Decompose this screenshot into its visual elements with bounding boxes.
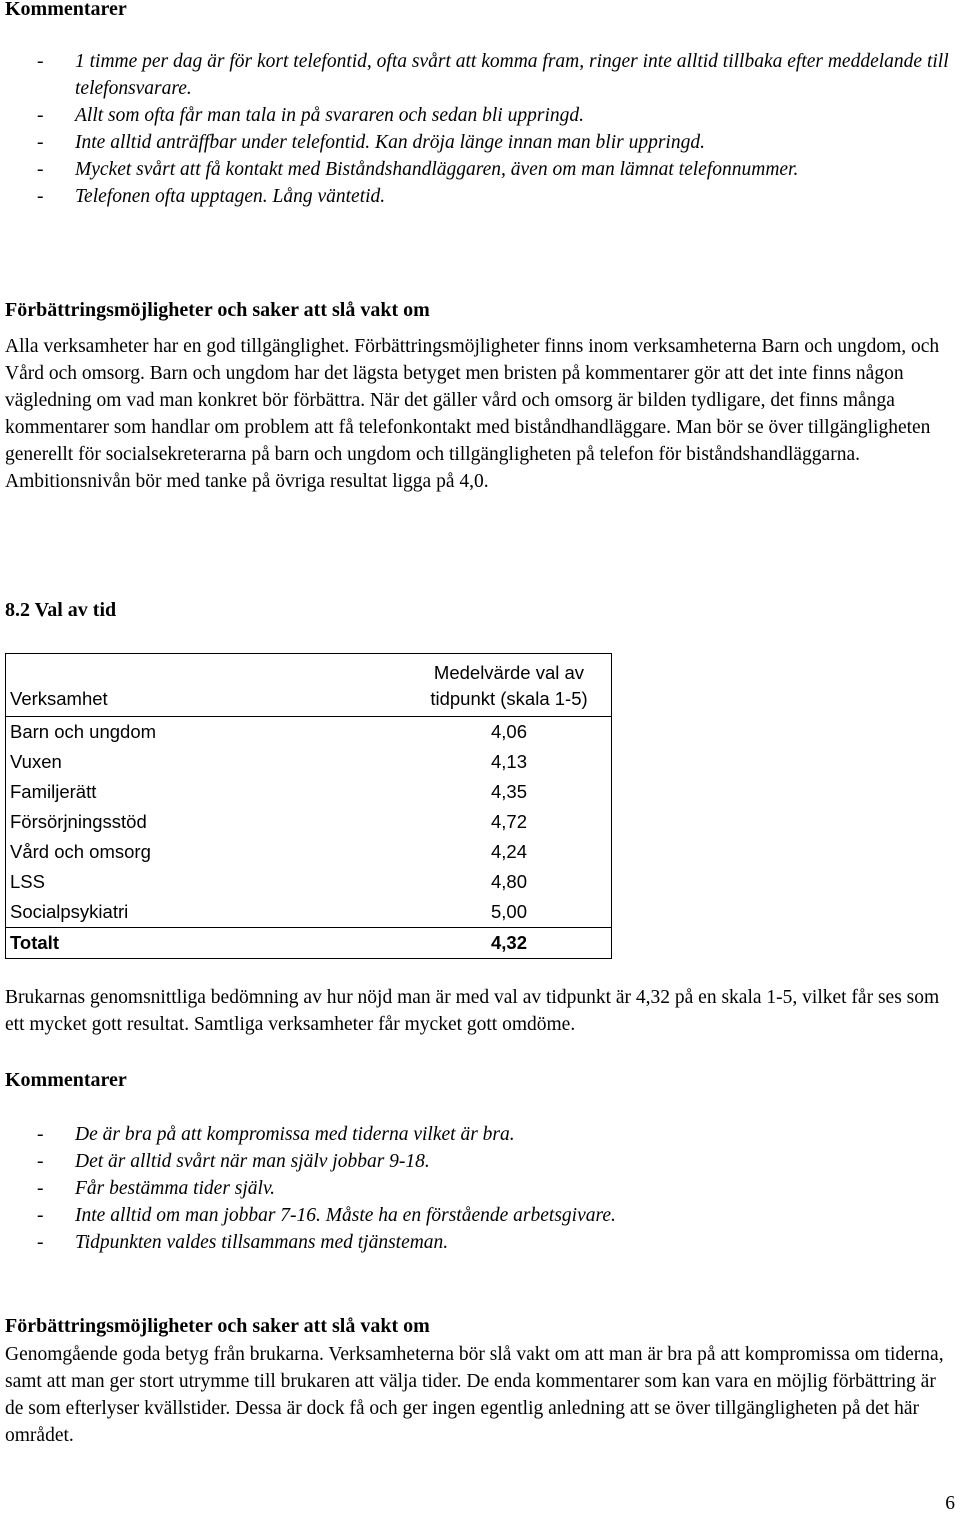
document-page — [5, 0, 955, 1520]
dash-marker: - — [37, 186, 44, 207]
table-row: Familjerätt 4,35 — [10, 781, 527, 802]
list-item: - Tidpunkten valdes tillsammans med tjänsteman. — [5, 1229, 950, 1256]
dash-marker: - — [37, 159, 44, 180]
table-row: Barn och ungdom 4,06 — [10, 721, 527, 742]
dash-marker: - — [37, 1232, 44, 1253]
column-header-activity: Verksamhet — [6, 654, 407, 717]
list-item: - Allt som ofta får man tala in på svararen och sedan bli uppringd. — [5, 102, 950, 129]
list-item: - Mycket svårt att få kontakt med Biståndshandläggaren, även om man lämnat telefonnummer. — [5, 156, 950, 183]
result-summary-paragraph: Brukarnas genomsnittliga bedömning av hur nöjd man är med val av tidpunkt är 4,32 på en skala 1-5, vilket får ses som ett mycket gott resultat. Samtliga verksamheter får mycket gott omdöme. — [5, 987, 940, 1035]
list-item: - Telefonen ofta upptagen. Lång väntetid. — [5, 183, 950, 210]
list-item: - Får bestämma tider själv. — [5, 1175, 950, 1202]
improvements-heading-2: Förbättringsmöjligheter och saker att slå vakt om — [5, 1315, 430, 1337]
table-row: Vuxen 4,13 — [10, 751, 527, 772]
dash-marker: - — [37, 1124, 44, 1145]
list-item: - Inte alltid anträffbar under telefontid. Kan dröja länge innan man blir uppringd. — [5, 129, 950, 156]
results-table — [5, 653, 612, 959]
comments-heading: Kommentarer — [5, 0, 127, 20]
list-item: - Inte alltid om man jobbar 7-16. Måste ha en förstående arbetsgivare. — [5, 1202, 950, 1229]
column-header-mean: Medelvärde val av tidpunkt (skala 1-5) — [407, 654, 611, 717]
table-total-row: Totalt 4,32 — [6, 928, 611, 959]
dash-marker: - — [37, 1178, 44, 1199]
comments-list-2 — [5, 1121, 950, 1256]
dash-marker: - — [37, 1205, 44, 1226]
list-item: - Det är alltid svårt när man själv jobbar 9-18. — [5, 1148, 950, 1175]
improvements-heading: Förbättringsmöjligheter och saker att slå vakt om — [5, 299, 430, 321]
dash-marker: - — [37, 132, 44, 153]
dash-marker: - — [37, 51, 44, 72]
table-row: Vård och omsorg 4,24 — [10, 841, 527, 862]
comments-heading-2: Kommentarer — [5, 1069, 127, 1091]
section-title: 8.2 Val av tid — [5, 599, 117, 621]
table-row: Försörjningsstöd 4,72 — [10, 811, 527, 832]
improvements-paragraph: Alla verksamheter har en god tillgänglighet. Förbättringsmöjligheter finns inom verksamheterna Barn och ungdom, och Vård och omsorg. Barn och ungdom har det lägsta betyget men bristen på kommentarer gör att det inte finns någon vägledning om vad man konkret bör förbättra. När det gäller vård och omsorg är bilden tydligare, det finns många kommentarer som handlar om problem att få telefonkontakt med biståndhandläggare. Man bör se över tillgängligheten generellt för socialsekreterarna på barn och ungdom och tillgängligheten på telefon för biståndshandläggarna. Ambitionsnivån bör med tanke på övriga resultat ligga på 4,0. — [5, 336, 940, 492]
table-row: Socialpsykiatri 5,00 — [10, 901, 527, 922]
dash-marker: - — [37, 1151, 44, 1172]
list-item: - De är bra på att kompromissa med tiderna vilket är bra. — [5, 1121, 950, 1148]
improvements-paragraph-2: Genomgående goda betyg från brukarna. Verksamheterna bör slå vakt om att man är bra på att kompromissa om tiderna, samt att man ger stort utrymme till brukaren att välja tider. De enda kommentarer som kan vara en möjlig förbättring är de som efterlyser kvällstider. Dessa är dock få och ger ingen egentlig anledning att se över tillgängligheten på det här området. — [5, 1344, 944, 1446]
comments-list — [5, 48, 950, 210]
table-row: LSS 4,80 — [10, 871, 527, 892]
dash-marker: - — [37, 105, 44, 126]
list-item: - 1 timme per dag är för kort telefontid, ofta svårt att komma fram, ringer inte alltid tillbaka efter meddelande till telefonsvarare. — [5, 48, 950, 102]
page-number: 6 — [945, 1493, 955, 1514]
